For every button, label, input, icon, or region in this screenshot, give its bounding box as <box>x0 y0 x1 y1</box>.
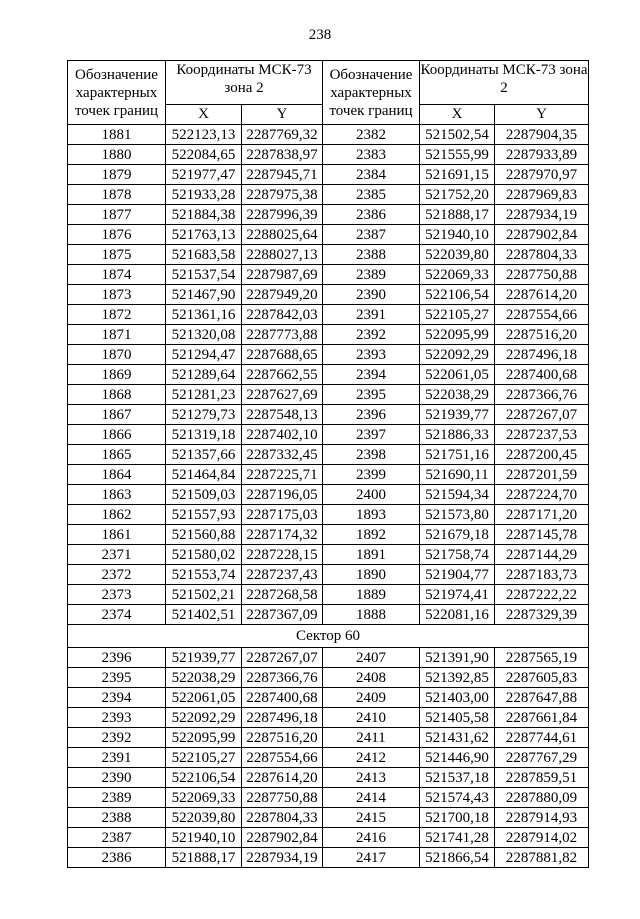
table-cell: 521940,10 <box>420 225 495 245</box>
table-cell: 2287614,20 <box>242 768 323 788</box>
coordinates-table <box>67 60 589 868</box>
table-cell: 1872 <box>68 305 166 325</box>
table-cell: 2287842,03 <box>242 305 323 325</box>
header-point-label-right: Обозначение характерных точек границ <box>323 61 420 125</box>
table-cell: 1890 <box>323 565 420 585</box>
table-cell: 521751,16 <box>420 445 495 465</box>
table-cell: 2391 <box>68 748 166 768</box>
table-cell: 521357,66 <box>166 445 242 465</box>
table-cell: 1892 <box>323 525 420 545</box>
table-cell: 521888,17 <box>420 205 495 225</box>
table-cell: 522092,29 <box>166 708 242 728</box>
table-cell: 2287945,71 <box>242 165 323 185</box>
table-cell: 2373 <box>68 585 166 605</box>
table-row <box>68 145 589 165</box>
table-cell: 522106,54 <box>420 285 495 305</box>
table-cell: 521464,84 <box>166 465 242 485</box>
table-row <box>68 325 589 345</box>
table-row <box>68 405 589 425</box>
table-body-bottom <box>68 648 589 868</box>
table-row <box>68 445 589 465</box>
table-cell: 1862 <box>68 505 166 525</box>
table-cell: 2287933,89 <box>495 145 589 165</box>
table-cell: 2287970,97 <box>495 165 589 185</box>
table-row <box>68 605 589 625</box>
table-cell: 1873 <box>68 285 166 305</box>
table-cell: 2389 <box>323 265 420 285</box>
table-row <box>68 245 589 265</box>
table-cell: 2395 <box>68 668 166 688</box>
table-row <box>68 125 589 145</box>
table-cell: 2416 <box>323 828 420 848</box>
table-cell: 2287969,83 <box>495 185 589 205</box>
table-cell: 2287400,68 <box>242 688 323 708</box>
table-cell: 2414 <box>323 788 420 808</box>
table-cell: 2287228,15 <box>242 545 323 565</box>
table-cell: 2390 <box>68 768 166 788</box>
table-cell: 2287366,76 <box>495 385 589 405</box>
table-cell: 521537,54 <box>166 265 242 285</box>
table-row <box>68 565 589 585</box>
table-cell: 521888,17 <box>166 848 242 868</box>
table-cell: 2287175,03 <box>242 505 323 525</box>
table-cell: 2287496,18 <box>242 708 323 728</box>
table-row <box>68 748 589 768</box>
table-cell: 522069,33 <box>166 788 242 808</box>
table-cell: 1870 <box>68 345 166 365</box>
table-cell: 2287496,18 <box>495 345 589 365</box>
table-cell: 522039,80 <box>166 808 242 828</box>
table-cell: 522061,05 <box>166 688 242 708</box>
table-row <box>68 525 589 545</box>
table-row <box>68 465 589 485</box>
table-cell: 521557,93 <box>166 505 242 525</box>
header-coords-right: Координаты МСК-73 зона 2 <box>420 61 589 105</box>
table-cell: 521279,73 <box>166 405 242 425</box>
table-cell: 2386 <box>323 205 420 225</box>
table-cell: 1874 <box>68 265 166 285</box>
table-cell: 2287750,88 <box>242 788 323 808</box>
table-cell: 2372 <box>68 565 166 585</box>
table-cell: 2287267,07 <box>242 648 323 668</box>
table-cell: 521741,28 <box>420 828 495 848</box>
table-cell: 1876 <box>68 225 166 245</box>
table-cell: 1861 <box>68 525 166 545</box>
table-cell: 2395 <box>323 385 420 405</box>
page-number: 238 <box>308 27 332 43</box>
table-cell: 521403,00 <box>420 688 495 708</box>
table-cell: 2396 <box>68 648 166 668</box>
table-cell: 2382 <box>323 125 420 145</box>
table-cell: 2409 <box>323 688 420 708</box>
table-cell: 2287750,88 <box>495 265 589 285</box>
table-cell: 2393 <box>323 345 420 365</box>
table-cell: 2288025,64 <box>242 225 323 245</box>
table-cell: 521405,58 <box>420 708 495 728</box>
table-cell: 2287565,19 <box>495 648 589 668</box>
table-cell: 2287516,20 <box>242 728 323 748</box>
table-cell: 2374 <box>68 605 166 625</box>
table-cell: 2408 <box>323 668 420 688</box>
table-cell: 2417 <box>323 848 420 868</box>
table-cell: 2400 <box>323 485 420 505</box>
table-cell: 521690,11 <box>420 465 495 485</box>
table-row <box>68 165 589 185</box>
table-cell: 2384 <box>323 165 420 185</box>
table-cell: 2411 <box>323 728 420 748</box>
table-cell: 521904,77 <box>420 565 495 585</box>
table-cell: 1888 <box>323 605 420 625</box>
table-row <box>68 425 589 445</box>
table-row <box>68 365 589 385</box>
table-cell: 522092,29 <box>420 345 495 365</box>
table-cell: 1869 <box>68 365 166 385</box>
table-cell: 522095,99 <box>166 728 242 748</box>
table-cell: 2287881,82 <box>495 848 589 868</box>
table-cell: 1878 <box>68 185 166 205</box>
table-cell: 2287859,51 <box>495 768 589 788</box>
table-cell: 2396 <box>323 405 420 425</box>
table-cell: 2287367,09 <box>242 605 323 625</box>
table-row <box>68 828 589 848</box>
table-row <box>68 305 589 325</box>
table-cell: 2287332,45 <box>242 445 323 465</box>
table-row <box>68 808 589 828</box>
table-cell: 2287975,38 <box>242 185 323 205</box>
table-cell: 521391,90 <box>420 648 495 668</box>
table-cell: 521467,90 <box>166 285 242 305</box>
table-cell: 2415 <box>323 808 420 828</box>
table-cell: 2287773,88 <box>242 325 323 345</box>
table-cell: 2287605,83 <box>495 668 589 688</box>
table-row <box>68 205 589 225</box>
table-cell: 2287769,32 <box>242 125 323 145</box>
header-x-left: X <box>166 104 242 124</box>
table-cell: 2287987,69 <box>242 265 323 285</box>
table-cell: 2412 <box>323 748 420 768</box>
table-cell: 2287902,84 <box>495 225 589 245</box>
table-cell: 522106,54 <box>166 768 242 788</box>
header-y-right: Y <box>495 104 589 124</box>
table-cell: 522038,29 <box>420 385 495 405</box>
table-row <box>68 848 589 868</box>
table-cell: 521402,51 <box>166 605 242 625</box>
table-cell: 522105,27 <box>420 305 495 325</box>
table-cell: 521763,13 <box>166 225 242 245</box>
table-cell: 522095,99 <box>420 325 495 345</box>
table-cell: 522105,27 <box>166 748 242 768</box>
table-cell: 2392 <box>323 325 420 345</box>
table-cell: 521502,21 <box>166 585 242 605</box>
table-cell: 521319,18 <box>166 425 242 445</box>
table-row <box>68 668 589 688</box>
table-cell: 2287647,88 <box>495 688 589 708</box>
table-cell: 2287914,93 <box>495 808 589 828</box>
table-cell: 521594,34 <box>420 485 495 505</box>
table-cell: 2287225,71 <box>242 465 323 485</box>
header-x-right: X <box>420 104 495 124</box>
table-row <box>68 648 589 668</box>
table-cell: 2287662,55 <box>242 365 323 385</box>
table-cell: 521392,85 <box>420 668 495 688</box>
table-cell: 1880 <box>68 145 166 165</box>
table-cell: 1877 <box>68 205 166 225</box>
table-row <box>68 185 589 205</box>
table-body-top <box>68 125 589 625</box>
table-cell: 2288027,13 <box>242 245 323 265</box>
table-cell: 1889 <box>323 585 420 605</box>
table-cell: 2387 <box>323 225 420 245</box>
table-cell: 1865 <box>68 445 166 465</box>
table-cell: 522061,05 <box>420 365 495 385</box>
table-cell: 2287201,59 <box>495 465 589 485</box>
table-row <box>68 345 589 365</box>
table-cell: 2383 <box>323 145 420 165</box>
table-cell: 521361,16 <box>166 305 242 325</box>
table-cell: 521446,90 <box>420 748 495 768</box>
table-cell: 2287329,39 <box>495 605 589 625</box>
table-cell: 521281,23 <box>166 385 242 405</box>
table-row <box>68 285 589 305</box>
table-cell: 521574,43 <box>420 788 495 808</box>
table-cell: 2287744,61 <box>495 728 589 748</box>
table-cell: 2287183,73 <box>495 565 589 585</box>
table-cell: 2287688,65 <box>242 345 323 365</box>
table-cell: 521679,18 <box>420 525 495 545</box>
table-cell: 2287804,33 <box>242 808 323 828</box>
table-cell: 2407 <box>323 648 420 668</box>
table-cell: 2394 <box>323 365 420 385</box>
table-cell: 521553,74 <box>166 565 242 585</box>
table-cell: 521580,02 <box>166 545 242 565</box>
table-cell: 522069,33 <box>420 265 495 285</box>
table-cell: 2398 <box>323 445 420 465</box>
table-cell: 2287366,76 <box>242 668 323 688</box>
table-cell: 2287548,13 <box>242 405 323 425</box>
table-cell: 521886,33 <box>420 425 495 445</box>
table-cell: 2287934,19 <box>242 848 323 868</box>
table-cell: 1868 <box>68 385 166 405</box>
table-cell: 521683,58 <box>166 245 242 265</box>
table-cell: 521933,28 <box>166 185 242 205</box>
table-cell: 2287996,39 <box>242 205 323 225</box>
table-cell: 2287200,45 <box>495 445 589 465</box>
table-cell: 521866,54 <box>420 848 495 868</box>
table-cell: 521758,74 <box>420 545 495 565</box>
table-cell: 2287914,02 <box>495 828 589 848</box>
table-cell: 2287237,43 <box>242 565 323 585</box>
table-cell: 2287949,20 <box>242 285 323 305</box>
header-y-left: Y <box>242 104 323 124</box>
table-cell: 2386 <box>68 848 166 868</box>
table-cell: 2287838,97 <box>242 145 323 165</box>
header-point-label-left: Обозначение характерных точек границ <box>68 61 166 125</box>
table-cell: 1863 <box>68 485 166 505</box>
table-cell: 521537,18 <box>420 768 495 788</box>
table-cell: 2387 <box>68 828 166 848</box>
table-cell: 2410 <box>323 708 420 728</box>
table-row <box>68 265 589 285</box>
table-cell: 521939,77 <box>420 405 495 425</box>
table-row <box>68 708 589 728</box>
table-cell: 2394 <box>68 688 166 708</box>
table-cell: 521573,80 <box>420 505 495 525</box>
table-cell: 2287237,53 <box>495 425 589 445</box>
table-body-sector <box>68 625 589 648</box>
table-cell: 1871 <box>68 325 166 345</box>
table-cell: 2287880,09 <box>495 788 589 808</box>
table-cell: 521294,47 <box>166 345 242 365</box>
table-cell: 2389 <box>68 788 166 808</box>
table-cell: 2287267,07 <box>495 405 589 425</box>
table-row <box>68 728 589 748</box>
table-cell: 1891 <box>323 545 420 565</box>
table-cell: 522039,80 <box>420 245 495 265</box>
table-cell: 521940,10 <box>166 828 242 848</box>
table-cell: 1893 <box>323 505 420 525</box>
table-cell: 1864 <box>68 465 166 485</box>
table-cell: 2287516,20 <box>495 325 589 345</box>
table-cell: 1866 <box>68 425 166 445</box>
table-cell: 2287904,35 <box>495 125 589 145</box>
table-cell: 2287196,05 <box>242 485 323 505</box>
table-cell: 2287224,70 <box>495 485 589 505</box>
table-cell: 521289,64 <box>166 365 242 385</box>
table-cell: 521939,77 <box>166 648 242 668</box>
table-cell: 521320,08 <box>166 325 242 345</box>
table-cell: 521555,99 <box>420 145 495 165</box>
table-cell: 2287400,68 <box>495 365 589 385</box>
table-cell: 2287222,22 <box>495 585 589 605</box>
table-row <box>68 485 589 505</box>
header-coords-left: Координаты МСК-73 зона 2 <box>166 61 323 105</box>
table-row <box>68 585 589 605</box>
table-cell: 521431,62 <box>420 728 495 748</box>
table-cell: 2287804,33 <box>495 245 589 265</box>
table-cell: 2287661,84 <box>495 708 589 728</box>
sector-row <box>68 625 589 648</box>
table-row <box>68 545 589 565</box>
table-cell: 522081,16 <box>420 605 495 625</box>
table-cell: 2388 <box>68 808 166 828</box>
table-cell: 2390 <box>323 285 420 305</box>
table-cell: 521884,38 <box>166 205 242 225</box>
table-cell: 2287554,66 <box>242 748 323 768</box>
table-cell: 2287268,58 <box>242 585 323 605</box>
table-cell: 2287934,19 <box>495 205 589 225</box>
table-cell: 2385 <box>323 185 420 205</box>
table-cell: 2287171,20 <box>495 505 589 525</box>
table-cell: 2287174,32 <box>242 525 323 545</box>
table-cell: 2393 <box>68 708 166 728</box>
table-cell: 521977,47 <box>166 165 242 185</box>
table-row <box>68 788 589 808</box>
table-cell: 2397 <box>323 425 420 445</box>
table-cell: 1875 <box>68 245 166 265</box>
table-cell: 2287145,78 <box>495 525 589 545</box>
table-cell: 2287402,10 <box>242 425 323 445</box>
table-cell: 2391 <box>323 305 420 325</box>
table-cell: 2413 <box>323 768 420 788</box>
table-cell: 521509,03 <box>166 485 242 505</box>
table-cell: 521752,20 <box>420 185 495 205</box>
table-cell: 522084,65 <box>166 145 242 165</box>
table-cell: 522123,13 <box>166 125 242 145</box>
table-cell: 1881 <box>68 125 166 145</box>
table-row <box>68 688 589 708</box>
table-cell: 2388 <box>323 245 420 265</box>
table-cell: 1867 <box>68 405 166 425</box>
table-cell: 2392 <box>68 728 166 748</box>
table-cell: 521502,54 <box>420 125 495 145</box>
table-row <box>68 225 589 245</box>
table-cell: 2287902,84 <box>242 828 323 848</box>
table-row <box>68 768 589 788</box>
table-cell: 2399 <box>323 465 420 485</box>
table-cell: 2287144,29 <box>495 545 589 565</box>
table-cell: 522038,29 <box>166 668 242 688</box>
table-row <box>68 505 589 525</box>
table-cell: 2287554,66 <box>495 305 589 325</box>
table-cell: 2287614,20 <box>495 285 589 305</box>
table-cell: 521974,41 <box>420 585 495 605</box>
table-cell: 521560,88 <box>166 525 242 545</box>
sector-label: Сектор 60 <box>68 625 589 648</box>
table-cell: 2287627,69 <box>242 385 323 405</box>
table-cell: 521700,18 <box>420 808 495 828</box>
table-row <box>68 385 589 405</box>
table-cell: 1879 <box>68 165 166 185</box>
table-cell: 2287767,29 <box>495 748 589 768</box>
table-cell: 2371 <box>68 545 166 565</box>
table-cell: 521691,15 <box>420 165 495 185</box>
